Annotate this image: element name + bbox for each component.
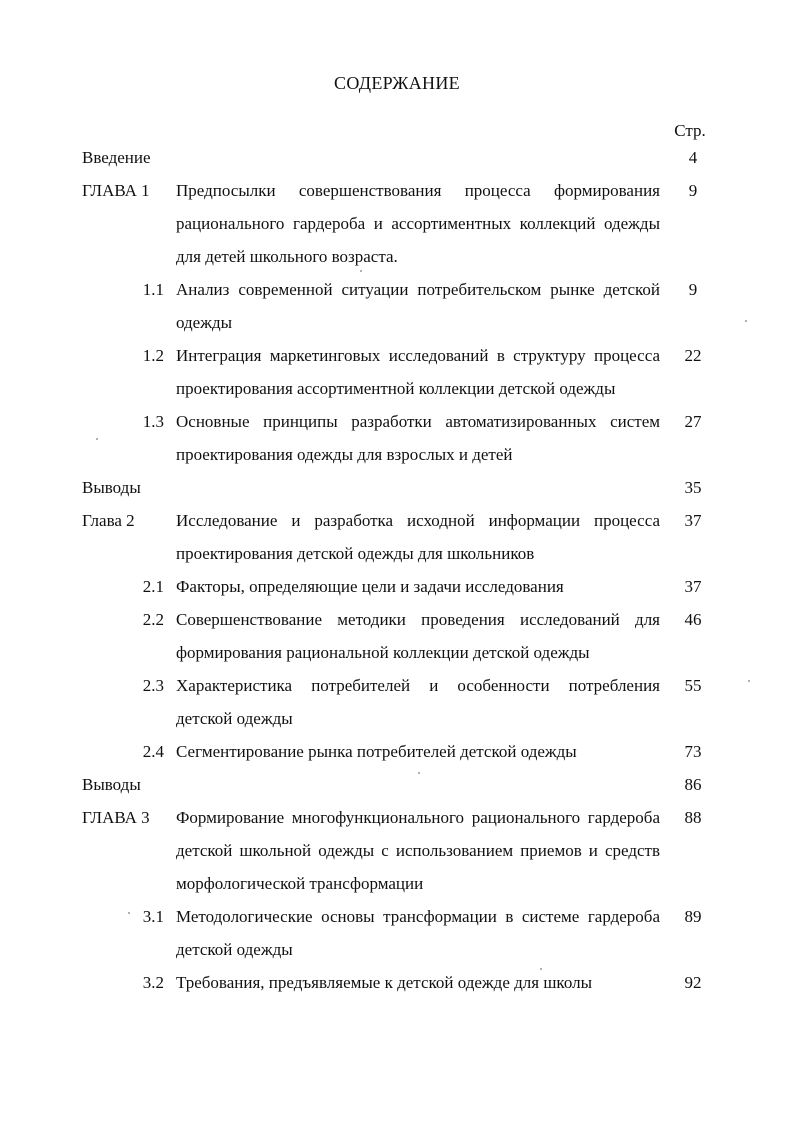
toc-entry-label: 2.4: [142, 742, 164, 761]
toc-entry-page: 37: [684, 511, 702, 530]
toc-entry-label: 3.2: [142, 973, 164, 992]
toc-entry-label: 3.1: [142, 907, 164, 926]
toc-entry-page: 55: [684, 676, 702, 695]
toc-entry-page: 89: [684, 907, 702, 926]
scan-speck: [745, 320, 747, 322]
toc-entry-text: Введение: [82, 148, 151, 167]
toc-entry-page: 86: [684, 775, 702, 794]
toc-entry-text: Исследование и разработка исходной информации процесса проектирования детской одежды для школьников: [176, 511, 660, 563]
toc-entry-page: 92: [684, 973, 702, 992]
toc-entry-label: 2.3: [142, 676, 164, 695]
toc-entry-label: 1.2: [142, 346, 164, 365]
toc-entry-text: Основные принципы разработки автоматизированных систем проектирования одежды для взрослых и детей: [176, 412, 660, 464]
scan-speck: [360, 270, 362, 272]
toc-entry: [0, 141, 794, 174]
toc-entry-page: 9: [688, 181, 698, 200]
scan-speck: [748, 680, 750, 682]
scan-speck: [96, 438, 98, 440]
toc-entry-text: Анализ современной ситуации потребительском рынке детской одежды: [176, 280, 660, 332]
toc-entry-text: Предпосылки совершенствования процесса формирования рационального гардероба и ассортиментных коллекций одежды для детей школьного возраста.: [176, 181, 660, 266]
toc-entry: [0, 471, 794, 504]
toc-entry-label: 1.3: [142, 412, 164, 431]
toc-entry-text: Интеграция маркетинговых исследований в структуру процесса проектирования ассортиментной коллекции детской одежды: [176, 346, 660, 398]
toc-entry: [0, 900, 794, 966]
toc-entry-label: ГЛАВА 3: [82, 808, 150, 827]
toc-entry-page: 4: [688, 148, 698, 167]
toc-entry-text: Характеристика потребителей и особенности потребления детской одежды: [176, 676, 660, 728]
table-of-contents: [0, 141, 794, 999]
toc-entry-label: Глава 2: [82, 511, 135, 530]
toc-entry-page: 46: [684, 610, 702, 629]
page-column-header: Стр.: [674, 121, 706, 140]
toc-entry-page: 9: [688, 280, 698, 299]
toc-entry-text: Требования, предъявляемые к детской одежде для школы: [176, 973, 592, 992]
toc-entry: [0, 339, 794, 405]
toc-entry-text: Сегментирование рынка потребителей детской одежды: [176, 742, 577, 761]
toc-entry-page: 27: [684, 412, 702, 431]
toc-entry-text: Выводы: [82, 478, 141, 497]
scan-speck: [418, 772, 420, 774]
toc-entry: [0, 603, 794, 669]
toc-entry-text: Методологические основы трансформации в системе гардероба детской одежды: [176, 907, 660, 959]
toc-entry: [0, 801, 794, 900]
toc-entry-text: Совершенствование методики проведения исследований для формирования рациональной коллекции детской одежды: [176, 610, 660, 662]
toc-entry-label: ГЛАВА 1: [82, 181, 150, 200]
toc-entry-text: Формирование многофункционального рационального гардероба детской школьной одежды с использованием приемов и средств морфологической трансформации: [176, 808, 660, 893]
toc-entry-text: Факторы, определяющие цели и задачи исследования: [176, 577, 564, 596]
toc-entry-page: 35: [684, 478, 702, 497]
toc-entry-page: 37: [684, 577, 702, 596]
scan-speck: [540, 968, 542, 970]
toc-entry-page: 73: [684, 742, 702, 761]
toc-entry: [0, 174, 794, 273]
toc-entry: [0, 504, 794, 570]
toc-entry: [0, 966, 794, 999]
toc-entry: [0, 273, 794, 339]
toc-entry: [0, 405, 794, 471]
toc-entry: [0, 768, 794, 801]
toc-entry: [0, 570, 794, 603]
toc-entry-label: 1.1: [142, 280, 164, 299]
page-title: СОДЕРЖАНИЕ: [334, 73, 460, 93]
toc-entry-page: 88: [684, 808, 702, 827]
toc-entry: [0, 735, 794, 768]
scan-speck: [128, 912, 130, 914]
toc-entry: [0, 669, 794, 735]
toc-entry-label: 2.1: [142, 577, 164, 596]
toc-entry-label: 2.2: [142, 610, 164, 629]
toc-entry-text: Выводы: [82, 775, 141, 794]
toc-entry-page: 22: [684, 346, 702, 365]
